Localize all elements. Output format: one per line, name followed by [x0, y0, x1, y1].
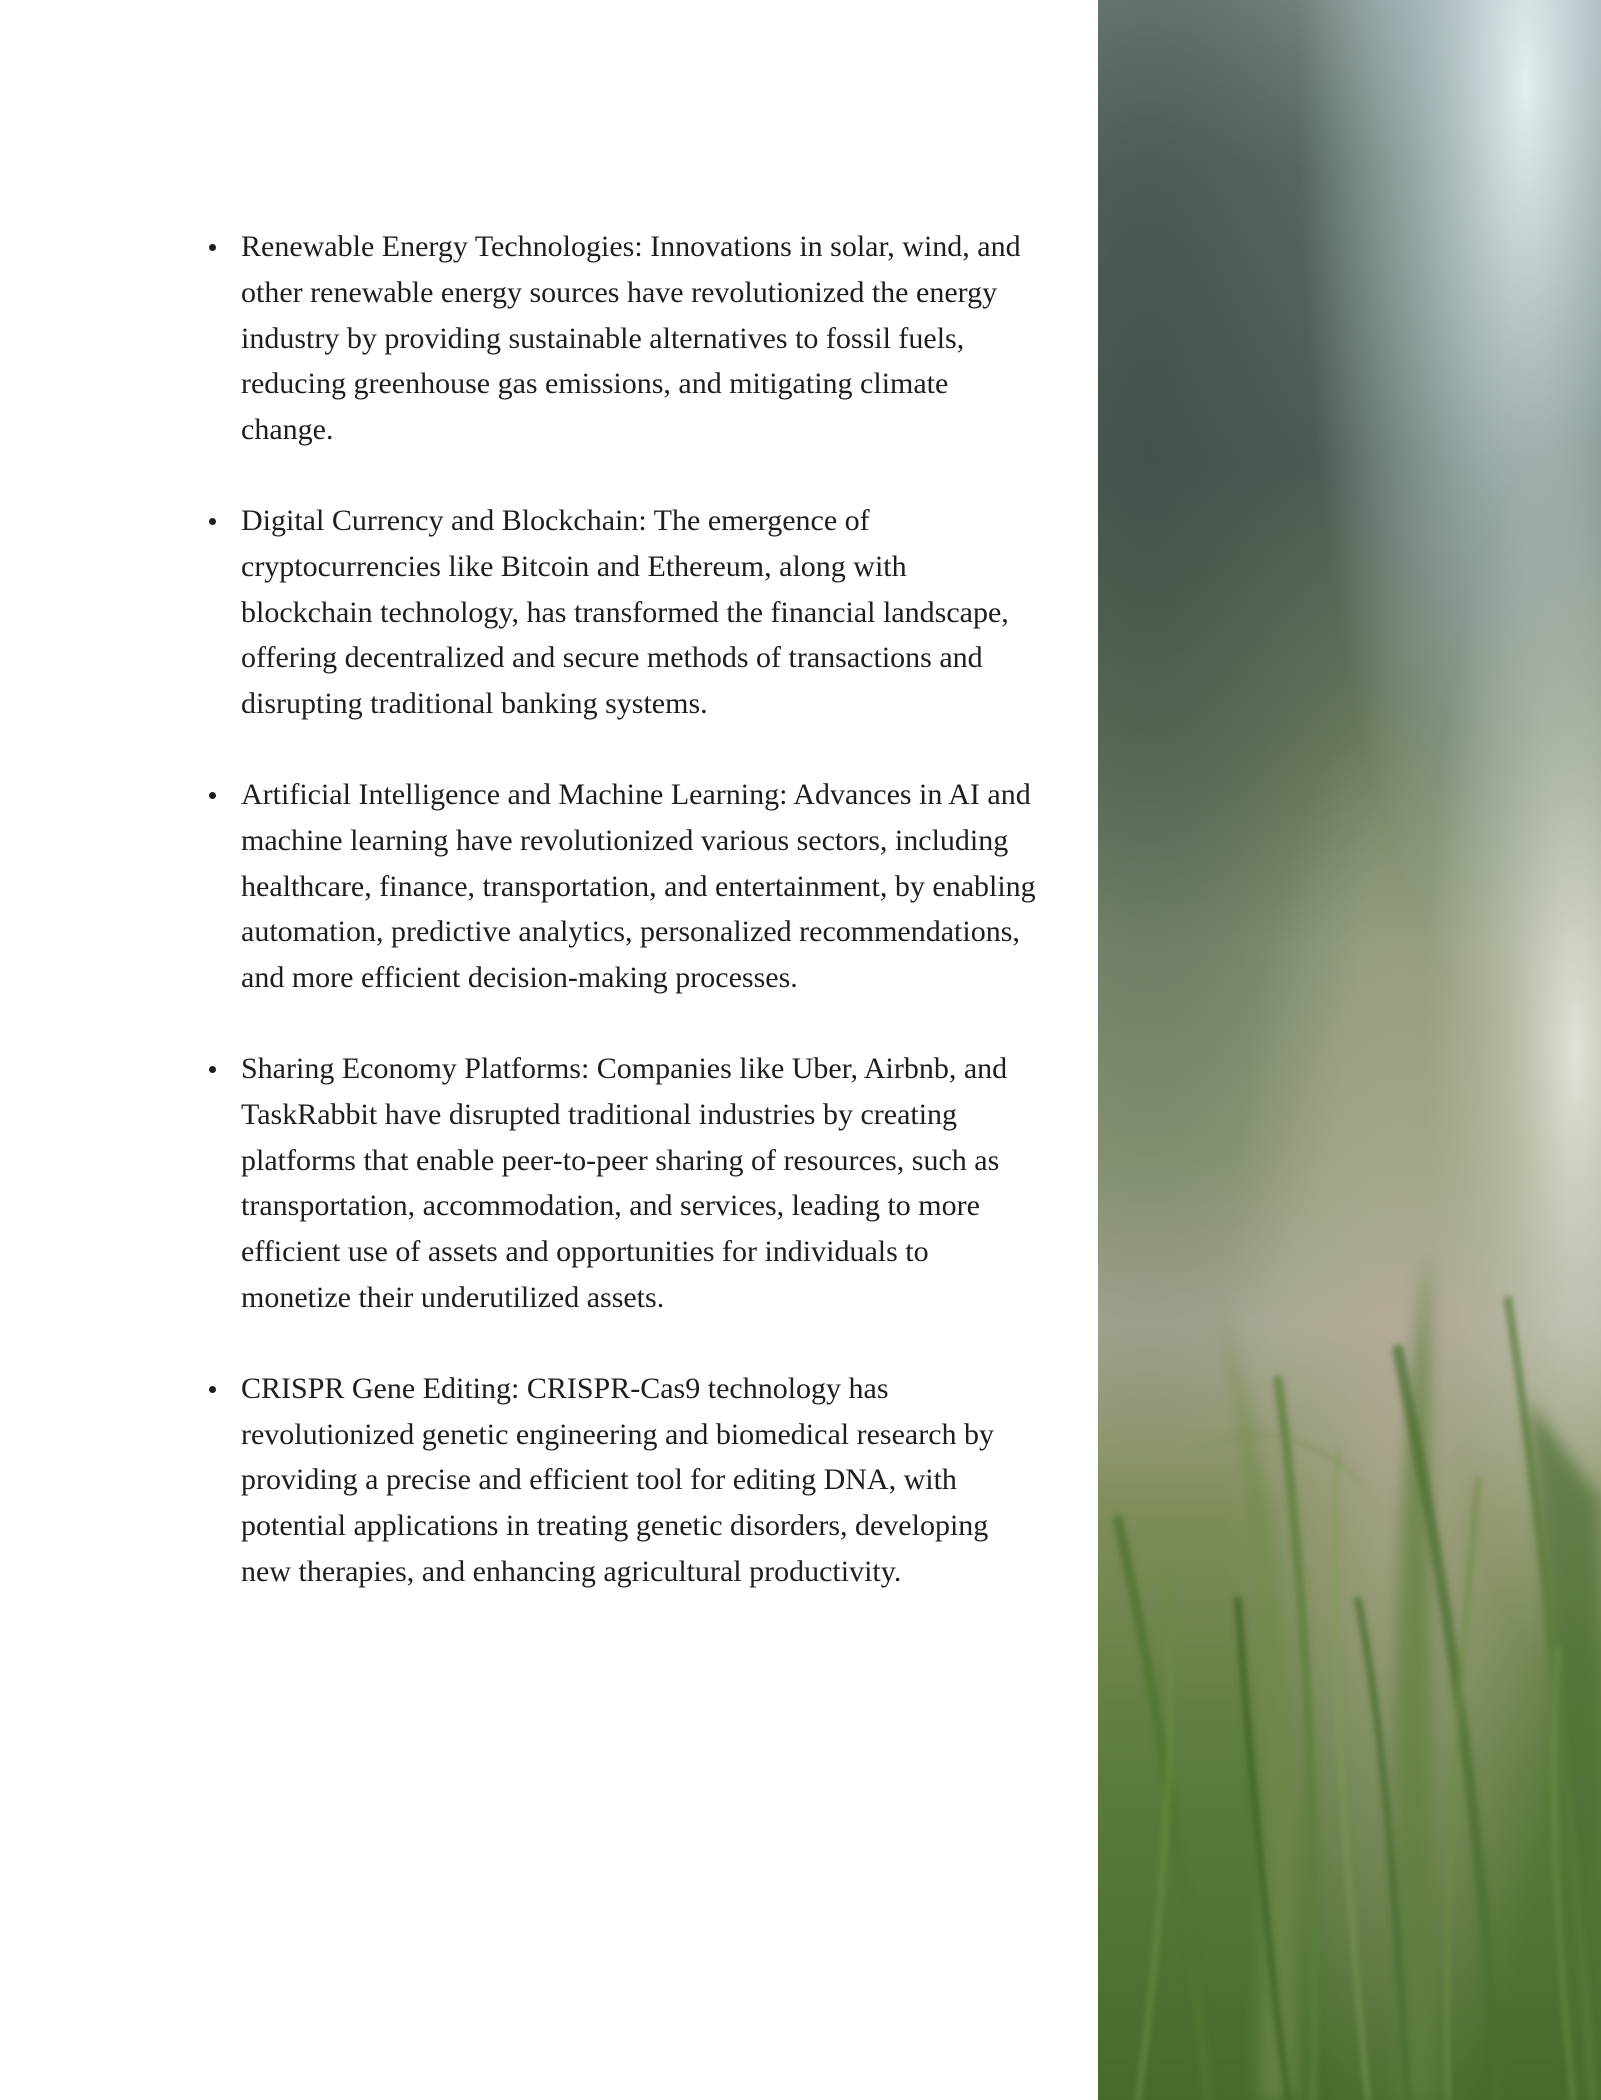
bullet-list: [198, 224, 1038, 1640]
bullet-text: Sharing Economy Platforms: Companies like Uber, Airbnb, and TaskRabbit have disrupted traditional industries by creating platforms that enable peer-to-peer sharing of resources, such as transportation, accommodation, and services, leading to more efficient use of assets and opportunities for individuals to monetize their underutilized assets.: [241, 1051, 1008, 1314]
list-item: [198, 498, 1038, 727]
nature-photo-panel: [1098, 0, 1601, 2100]
list-item: [198, 224, 1038, 453]
list-item: [198, 1366, 1038, 1595]
bullet-dot: [209, 792, 216, 799]
bullet-text: Digital Currency and Blockchain: The emergence of cryptocurrencies like Bitcoin and Ethereum, along with blockchain technology, has transformed the financial landscape, offering decentralized and secure methods of transactions and disrupting traditional banking systems.: [241, 503, 1009, 721]
bullet-dot: [209, 1066, 216, 1073]
bullet-dot: [209, 1386, 216, 1393]
bullet-dot: [209, 244, 216, 251]
grass-photo-image: [1098, 0, 1601, 2100]
bullet-text: Artificial Intelligence and Machine Learning: Advances in AI and machine learning have revolutionized various sectors, including healthcare, finance, transportation, and entertainment, by enabling automation, predictive analytics, personalized recommendations, and more efficient decision-making processes.: [241, 777, 1036, 995]
list-item: [198, 1046, 1038, 1321]
bullet-text: CRISPR Gene Editing: CRISPR-Cas9 technology has revolutionized genetic engineering and biomedical research by providing a precise and efficient tool for editing DNA, with potential applications in treating genetic disorders, developing new therapies, and enhancing agricultural productivity.: [241, 1371, 995, 1588]
list-item: [198, 772, 1038, 1001]
bullet-dot: [209, 518, 216, 525]
bullet-text: Renewable Energy Technologies: Innovations in solar, wind, and other renewable energy sources have revolutionized the energy industry by providing sustainable alternatives to fossil fuels, reducing greenhouse gas emissions, and mitigating climate change.: [241, 230, 1021, 447]
